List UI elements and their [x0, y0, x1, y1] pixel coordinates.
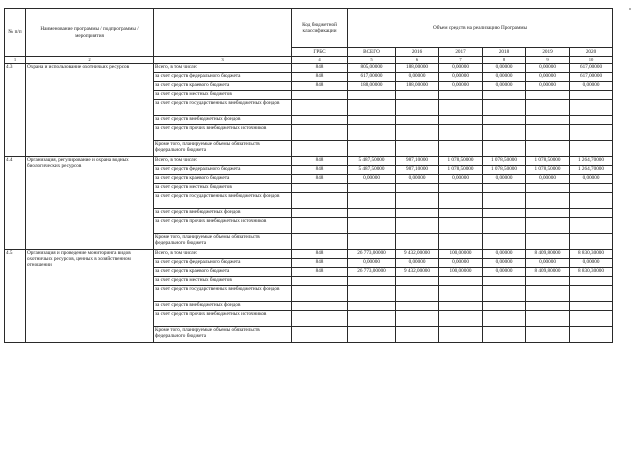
funding-value — [348, 209, 396, 218]
funding-value — [483, 193, 526, 209]
col-number: 9 — [526, 57, 570, 64]
funding-value: 1 264,70000 — [570, 157, 613, 166]
funding-value — [526, 100, 570, 116]
funding-value — [483, 100, 526, 116]
funding-value: 188,00000 — [396, 64, 439, 73]
grbs-code — [292, 302, 348, 311]
funding-value: 0,00000 — [483, 250, 526, 259]
funding-value: 0,00000 — [483, 82, 526, 91]
grbs-code: 848 — [292, 82, 348, 91]
funding-source-label: за счет средств местных бюджетов — [154, 184, 292, 193]
funding-value: 0,00000 — [483, 64, 526, 73]
funding-value: 0,00000 — [348, 175, 396, 184]
funding-source-label: за счет средств федерального бюджета — [154, 259, 292, 268]
program-funding-table — [4, 8, 613, 343]
funding-value: 617,00000 — [570, 64, 613, 73]
funding-value — [570, 141, 613, 157]
funding-value: 0,00000 — [526, 259, 570, 268]
funding-value: 26 773,00000 — [348, 268, 396, 277]
funding-value: 0,00000 — [396, 259, 439, 268]
funding-value — [526, 218, 570, 234]
funding-source-label: за счет средств местных бюджетов — [154, 277, 292, 286]
funding-value — [396, 125, 439, 141]
funding-value — [570, 193, 613, 209]
funding-value — [570, 184, 613, 193]
funding-value: 0,00000 — [483, 175, 526, 184]
funding-value: 617,00000 — [570, 73, 613, 82]
funding-value — [483, 218, 526, 234]
funding-source-label: за счет средств федерального бюджета — [154, 166, 292, 175]
funding-value: 1 078,50000 — [526, 157, 570, 166]
funding-value — [526, 311, 570, 327]
col-header-budget-code: Код бюджетной классификации — [292, 9, 348, 48]
funding-value — [526, 327, 570, 343]
funding-value — [439, 277, 483, 286]
funding-value — [526, 116, 570, 125]
funding-value: 0,00000 — [483, 73, 526, 82]
table-row — [5, 157, 613, 166]
col-header-total: ВСЕГО — [348, 48, 396, 57]
funding-source-label: за счет средств государственных внебюджетных фондов — [154, 286, 292, 302]
funding-value — [483, 91, 526, 100]
funding-value — [439, 91, 483, 100]
table-row — [5, 64, 613, 73]
funding-value — [439, 234, 483, 250]
funding-value: 5 487,50000 — [348, 157, 396, 166]
funding-value — [396, 286, 439, 302]
grbs-code — [292, 209, 348, 218]
funding-value — [570, 209, 613, 218]
funding-value — [439, 116, 483, 125]
funding-value: 1 264,70000 — [570, 166, 613, 175]
funding-value — [526, 277, 570, 286]
funding-value: 1 078,50000 — [526, 166, 570, 175]
funding-value: 805,00000 — [348, 64, 396, 73]
funding-source-label: Всего, в том числе: — [154, 64, 292, 73]
funding-value: 617,00000 — [348, 73, 396, 82]
funding-value: 0,00000 — [526, 64, 570, 73]
funding-value — [396, 91, 439, 100]
funding-value — [483, 141, 526, 157]
scan-mark — [629, 8, 631, 10]
table-row — [5, 250, 613, 259]
funding-value — [439, 311, 483, 327]
funding-value — [348, 302, 396, 311]
funding-value — [348, 311, 396, 327]
grbs-code — [292, 100, 348, 116]
funding-value — [439, 286, 483, 302]
funding-value — [439, 218, 483, 234]
funding-value: 987,10000 — [396, 166, 439, 175]
col-header-funding: Объем средств на реализацию Программы — [348, 9, 613, 48]
funding-value — [483, 277, 526, 286]
funding-value: 0,00000 — [570, 175, 613, 184]
funding-value: 0,00000 — [483, 259, 526, 268]
section-number: 4.5 — [5, 250, 26, 343]
funding-value — [526, 209, 570, 218]
funding-value — [396, 327, 439, 343]
grbs-code — [292, 286, 348, 302]
funding-value — [570, 218, 613, 234]
funding-value: 1 078,50000 — [439, 166, 483, 175]
funding-value — [396, 184, 439, 193]
funding-value — [483, 234, 526, 250]
funding-value — [348, 184, 396, 193]
funding-source-label: Всего, в том числе: — [154, 157, 292, 166]
funding-value: 0,00000 — [570, 259, 613, 268]
section-number: 4.4 — [5, 157, 26, 250]
funding-value: 0,00000 — [570, 82, 613, 91]
funding-source-label: за счет средств федерального бюджета — [154, 73, 292, 82]
funding-value: 1 078,50000 — [483, 157, 526, 166]
section-name: Организация и проведение мониторинга видов охотничьих ресурсов, ценных в хозяйственном отношении — [26, 250, 154, 343]
funding-value: 8 409,80000 — [526, 250, 570, 259]
funding-value: 0,00000 — [526, 175, 570, 184]
funding-value: 5 487,50000 — [348, 166, 396, 175]
funding-value — [396, 100, 439, 116]
funding-value — [348, 327, 396, 343]
col-number: 10 — [570, 57, 613, 64]
grbs-code — [292, 116, 348, 125]
grbs-code — [292, 91, 348, 100]
funding-source-label: за счет средств государственных внебюджетных фондов — [154, 193, 292, 209]
funding-source-label: за счет средств краевого бюджета — [154, 268, 292, 277]
grbs-code — [292, 234, 348, 250]
grbs-code — [292, 184, 348, 193]
col-header-name: Наименование программы / подпрограммы / мероприятия — [26, 9, 154, 57]
section-name: Организация, регулирование и охрана водных биологических ресурсов — [26, 157, 154, 250]
col-header-index: № п/п — [5, 9, 26, 57]
funding-value: 100,00000 — [439, 250, 483, 259]
funding-value — [439, 209, 483, 218]
funding-value — [570, 311, 613, 327]
funding-value — [570, 286, 613, 302]
funding-value — [483, 184, 526, 193]
funding-value — [570, 91, 613, 100]
funding-value — [348, 193, 396, 209]
funding-source-label: за счет средств внебюджетных фондов — [154, 116, 292, 125]
funding-value: 0,00000 — [439, 64, 483, 73]
col-number: 2 — [26, 57, 154, 64]
section-name: Охрана и использование охотничьих ресурсов — [26, 64, 154, 157]
col-number: 8 — [483, 57, 526, 64]
funding-source-label: за счет средств прочих внебюджетных источников — [154, 311, 292, 327]
funding-value: 0,00000 — [483, 268, 526, 277]
funding-value: 9 432,00000 — [396, 250, 439, 259]
col-header-2020: 2020 — [570, 48, 613, 57]
funding-value — [526, 125, 570, 141]
funding-value — [526, 91, 570, 100]
grbs-code — [292, 141, 348, 157]
funding-value — [348, 91, 396, 100]
grbs-code: 848 — [292, 259, 348, 268]
funding-value — [348, 141, 396, 157]
funding-value: 0,00000 — [439, 259, 483, 268]
col-header-2017: 2017 — [439, 48, 483, 57]
col-number: 6 — [396, 57, 439, 64]
col-number: 5 — [348, 57, 396, 64]
col-number: 3 — [154, 57, 292, 64]
funding-value: 1 078,50000 — [483, 166, 526, 175]
funding-value — [348, 125, 396, 141]
funding-value — [439, 193, 483, 209]
funding-value: 0,00000 — [526, 82, 570, 91]
funding-value: 188,00000 — [396, 82, 439, 91]
grbs-code: 848 — [292, 250, 348, 259]
funding-value — [483, 311, 526, 327]
grbs-code — [292, 125, 348, 141]
funding-value: 8 830,30000 — [570, 268, 613, 277]
grbs-code — [292, 327, 348, 343]
funding-value: 0,00000 — [348, 259, 396, 268]
grbs-code: 848 — [292, 157, 348, 166]
funding-source-label: Кроме того, планируемые объемы обязательств федерального бюджета — [154, 327, 292, 343]
col-number: 1 — [5, 57, 26, 64]
funding-value — [439, 302, 483, 311]
funding-source-label: за счет средств внебюджетных фондов — [154, 209, 292, 218]
funding-value — [526, 141, 570, 157]
funding-value — [439, 141, 483, 157]
col-header-2018: 2018 — [483, 48, 526, 57]
grbs-code — [292, 218, 348, 234]
funding-source-label: за счет средств прочих внебюджетных источников — [154, 218, 292, 234]
funding-source-label: за счет средств государственных внебюджетных фондов — [154, 100, 292, 116]
budget-table-sheet — [4, 8, 612, 343]
funding-value: 0,00000 — [396, 73, 439, 82]
funding-value — [483, 302, 526, 311]
funding-value — [396, 193, 439, 209]
grbs-code: 848 — [292, 64, 348, 73]
funding-value — [396, 302, 439, 311]
funding-value — [439, 184, 483, 193]
funding-value: 9 432,00000 — [396, 268, 439, 277]
funding-value — [348, 116, 396, 125]
funding-value — [483, 286, 526, 302]
funding-source-label: Кроме того, планируемые объемы обязательств федерального бюджета — [154, 141, 292, 157]
funding-value — [570, 100, 613, 116]
funding-value — [570, 327, 613, 343]
funding-value — [483, 116, 526, 125]
col-header-2016: 2016 — [396, 48, 439, 57]
funding-value — [439, 125, 483, 141]
funding-value — [526, 234, 570, 250]
funding-value: 8 409,80000 — [526, 268, 570, 277]
funding-source-label: Кроме того, планируемые объемы обязательств федерального бюджета — [154, 234, 292, 250]
funding-value: 0,00000 — [439, 73, 483, 82]
funding-value — [396, 311, 439, 327]
funding-value: 1 078,50000 — [439, 157, 483, 166]
funding-value — [348, 100, 396, 116]
grbs-code — [292, 277, 348, 286]
funding-value: 0,00000 — [439, 82, 483, 91]
funding-value: 987,10000 — [396, 157, 439, 166]
grbs-code: 848 — [292, 175, 348, 184]
section-number: 4.3 — [5, 64, 26, 157]
funding-value — [570, 234, 613, 250]
funding-value — [348, 218, 396, 234]
col-header-2019: 2019 — [526, 48, 570, 57]
funding-value: 0,00000 — [439, 175, 483, 184]
program-rows — [5, 64, 613, 343]
funding-value — [483, 209, 526, 218]
col-number: 4 — [292, 57, 348, 64]
funding-value — [348, 234, 396, 250]
funding-value — [570, 125, 613, 141]
grbs-code: 848 — [292, 73, 348, 82]
funding-value: 0,00000 — [526, 73, 570, 82]
funding-source-label: за счет средств внебюджетных фондов — [154, 302, 292, 311]
funding-value: 188,00000 — [348, 82, 396, 91]
funding-value: 0,00000 — [396, 175, 439, 184]
col-number: 7 — [439, 57, 483, 64]
funding-value — [396, 209, 439, 218]
funding-value — [348, 286, 396, 302]
funding-source-label: за счет средств краевого бюджета — [154, 175, 292, 184]
funding-value — [483, 125, 526, 141]
funding-value — [526, 193, 570, 209]
funding-value: 100,00000 — [439, 268, 483, 277]
funding-value — [396, 234, 439, 250]
funding-value — [526, 286, 570, 302]
funding-value — [570, 277, 613, 286]
grbs-code — [292, 193, 348, 209]
funding-value — [396, 116, 439, 125]
funding-value — [396, 277, 439, 286]
grbs-code — [292, 311, 348, 327]
funding-value — [526, 302, 570, 311]
grbs-code: 848 — [292, 268, 348, 277]
funding-value — [439, 100, 483, 116]
grbs-code: 848 — [292, 166, 348, 175]
funding-value — [483, 327, 526, 343]
funding-value — [396, 141, 439, 157]
funding-source-label: Всего, в том числе: — [154, 250, 292, 259]
col-header-grbs: ГРБС — [292, 48, 348, 57]
col-header-source — [154, 9, 292, 57]
funding-value — [570, 116, 613, 125]
funding-value — [570, 302, 613, 311]
funding-source-label: за счет средств местных бюджетов — [154, 91, 292, 100]
funding-value — [526, 184, 570, 193]
funding-value: 26 773,00000 — [348, 250, 396, 259]
funding-value — [439, 327, 483, 343]
funding-value — [348, 277, 396, 286]
funding-source-label: за счет средств краевого бюджета — [154, 82, 292, 91]
funding-value: 8 830,30000 — [570, 250, 613, 259]
funding-value — [396, 218, 439, 234]
funding-source-label: за счет средств прочих внебюджетных источников — [154, 125, 292, 141]
